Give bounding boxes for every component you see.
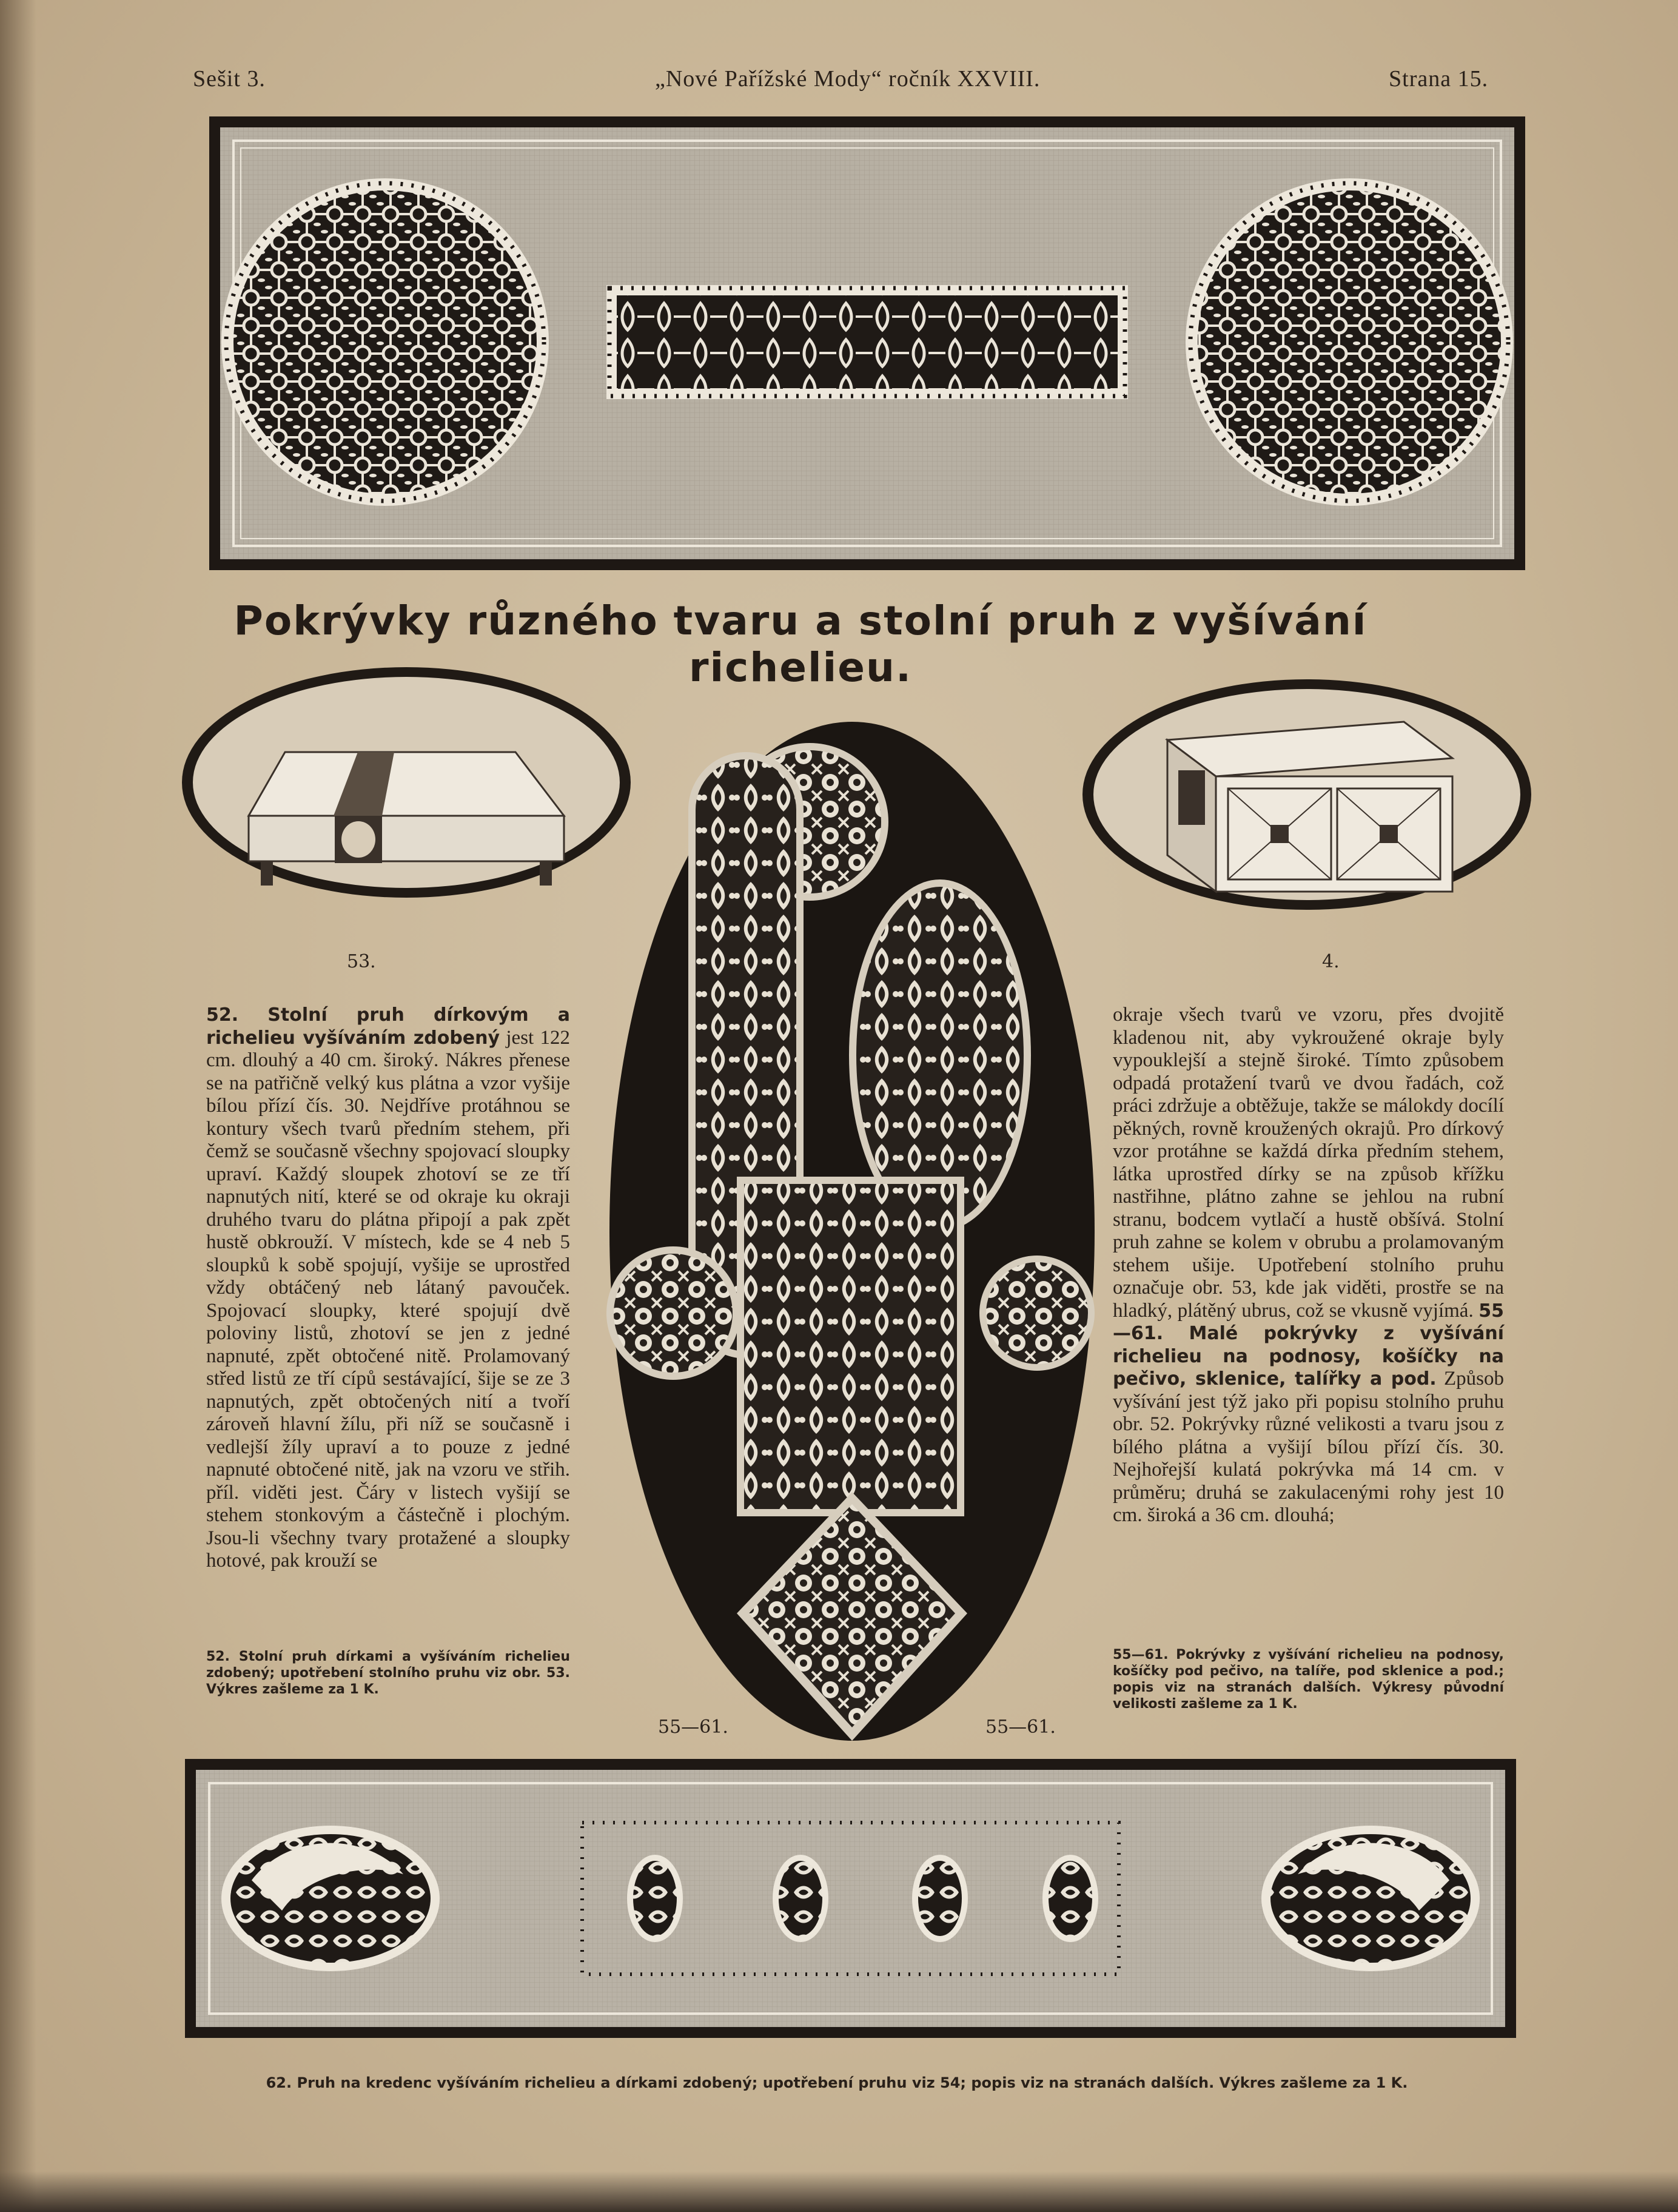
runner-illustration — [209, 116, 1525, 570]
article-52-text — [206, 1004, 570, 1573]
figure-54-label: 4. — [1322, 951, 1340, 972]
article-52-continuation: okraje všech tvarů ve vzoru, přes dvojitě kladenou nit, aby vykroužené okraje byly vypouklejší a stejně široké. Tímto způsobem odpadá protažení tvarů ve dvou řadách, což práci zdržuje a obtěžuje, takže se málokdy docílí pěkných, rovně kroužených okrajů. Pro dírkový vzor protáhne se každá dírka předním stehem, látka uprostřed dírky se na způsob křížku nastřihne, plátno zahne se jehlou na rubní stranu, bodcem vytlačí a hustě obšívá. Stolní pruh zahne se kolem v obrubu a prolamovaným stehem ušije. Upotřebení stolního pruhu označuje obr. 53, kde jak viděti, prostře se na hladký, plátěný ubrus, což se vkusně vyjímá. — [1113, 1004, 1504, 1322]
caption-52: 52. Stolní pruh dírkami a vyšíváním richelieu zdobený; upotřebení stolního pruhu viz obr. 53. Výkres zašleme za 1 K. — [206, 1649, 570, 1697]
figure-62-runner — [185, 1759, 1516, 2038]
figure-55-label-left: 55—61. — [658, 1716, 728, 1738]
figure-54-sideboard — [1076, 673, 1537, 916]
caption-55-61: 55—61. Pokrývky z vyšívání richelieu na podnosy, košíčky pod pečivo, na talíře, pod sklenice a pod.; popis viz na stranách dalších. Výkresy původní velikosti zašleme za 1 K. — [1113, 1647, 1504, 1712]
article-55-heading: 55—61. Malé pokrývky z vyšívání richelieu na podnosy, košíčky na pečivo, sklenice, talířky a pod. — [1113, 1300, 1505, 1390]
article-52-heading: 52. Stolní pruh dírkovým a richelieu vyšíváním zdobený — [206, 1004, 570, 1049]
figure-53-label: 53. — [347, 951, 376, 972]
figure-55-label-right: 55—61. — [985, 1716, 1056, 1738]
page-number: Strana 15. — [1389, 66, 1489, 92]
article-55-body: Způsob vyšívání jest týž jako při popisu stolního pruhu obr. 52. Pokrývky různé velikosti a tvaru jsou z bílého plátna a vyšijí bílou přízí čís. 30. Nejhořejší kulatá pokrývka má 14 cm. v průměru; druhá se zakulacenými rohy jest 10 cm. široká a 36 cm. dlouhá; — [1113, 1368, 1504, 1526]
article-55-text — [1113, 1004, 1504, 1527]
figure-52-runner — [209, 116, 1525, 570]
binding-shadow — [0, 0, 36, 2212]
figure-55-61-doilies — [603, 716, 1101, 1747]
issue-number: Sešit 3. — [193, 66, 266, 92]
article-52-body: jest 122 cm. dlouhý a 40 cm. široký. Nákres přenese se na patřičně velký kus plátna a vzor vyšije bílou přízí čís. 30. Nejdříve protáhnou se kontury všech tvarů předním stehem, při čemž se současně všechny spojovací sloupky upraví. Každý sloupek zhotoví se ze tří napnutých nití, které se od okraje ku okraji druhého tvaru do plátna připojí a pak zpět hustě obkrouží. V místech, kde se 4 neb 5 sloupků k sobě spojují, vyšije se uprostřed vždy obtáčený neb látaný pavouček. Spojovací sloupky, které spojují dvě poloviny listů, zhotoví se jen z jedné napnuté, zpět obtočené nitě. Prolamovaný střed listů ze tří cípů sestávající, šije se ze 3 napnutých, zpět obtočených nití a tvoří zároveň hlavní žílu, při níž se současně i vedlejší žíly upraví a to pouze z jedné napnuté obtočené nitě, jak na vzoru ve střih. příl. viděti jest. Čáry v listech vyšijí se stehem stonkovým a částečně i plochým. Jsou-li všechny tvary protažené a sloupky hotové, pak krouží se — [206, 1026, 571, 1572]
bottom-shadow — [0, 2171, 1678, 2212]
magazine-title: „Nové Pařížské Mody“ ročník XXVIII. — [655, 66, 1041, 92]
page-title: Pokrývky různého tvaru a stolní pruh z vyšívání richelieu. — [233, 597, 1368, 691]
caption-62: 62. Pruh na kredenc vyšíváním richelieu a dírkami zdobený; upotřebení pruhu viz 54; popis viz na stranách dalších. Výkres zašleme za 1 K. — [266, 2074, 1408, 2091]
figure-53-table — [176, 661, 637, 904]
